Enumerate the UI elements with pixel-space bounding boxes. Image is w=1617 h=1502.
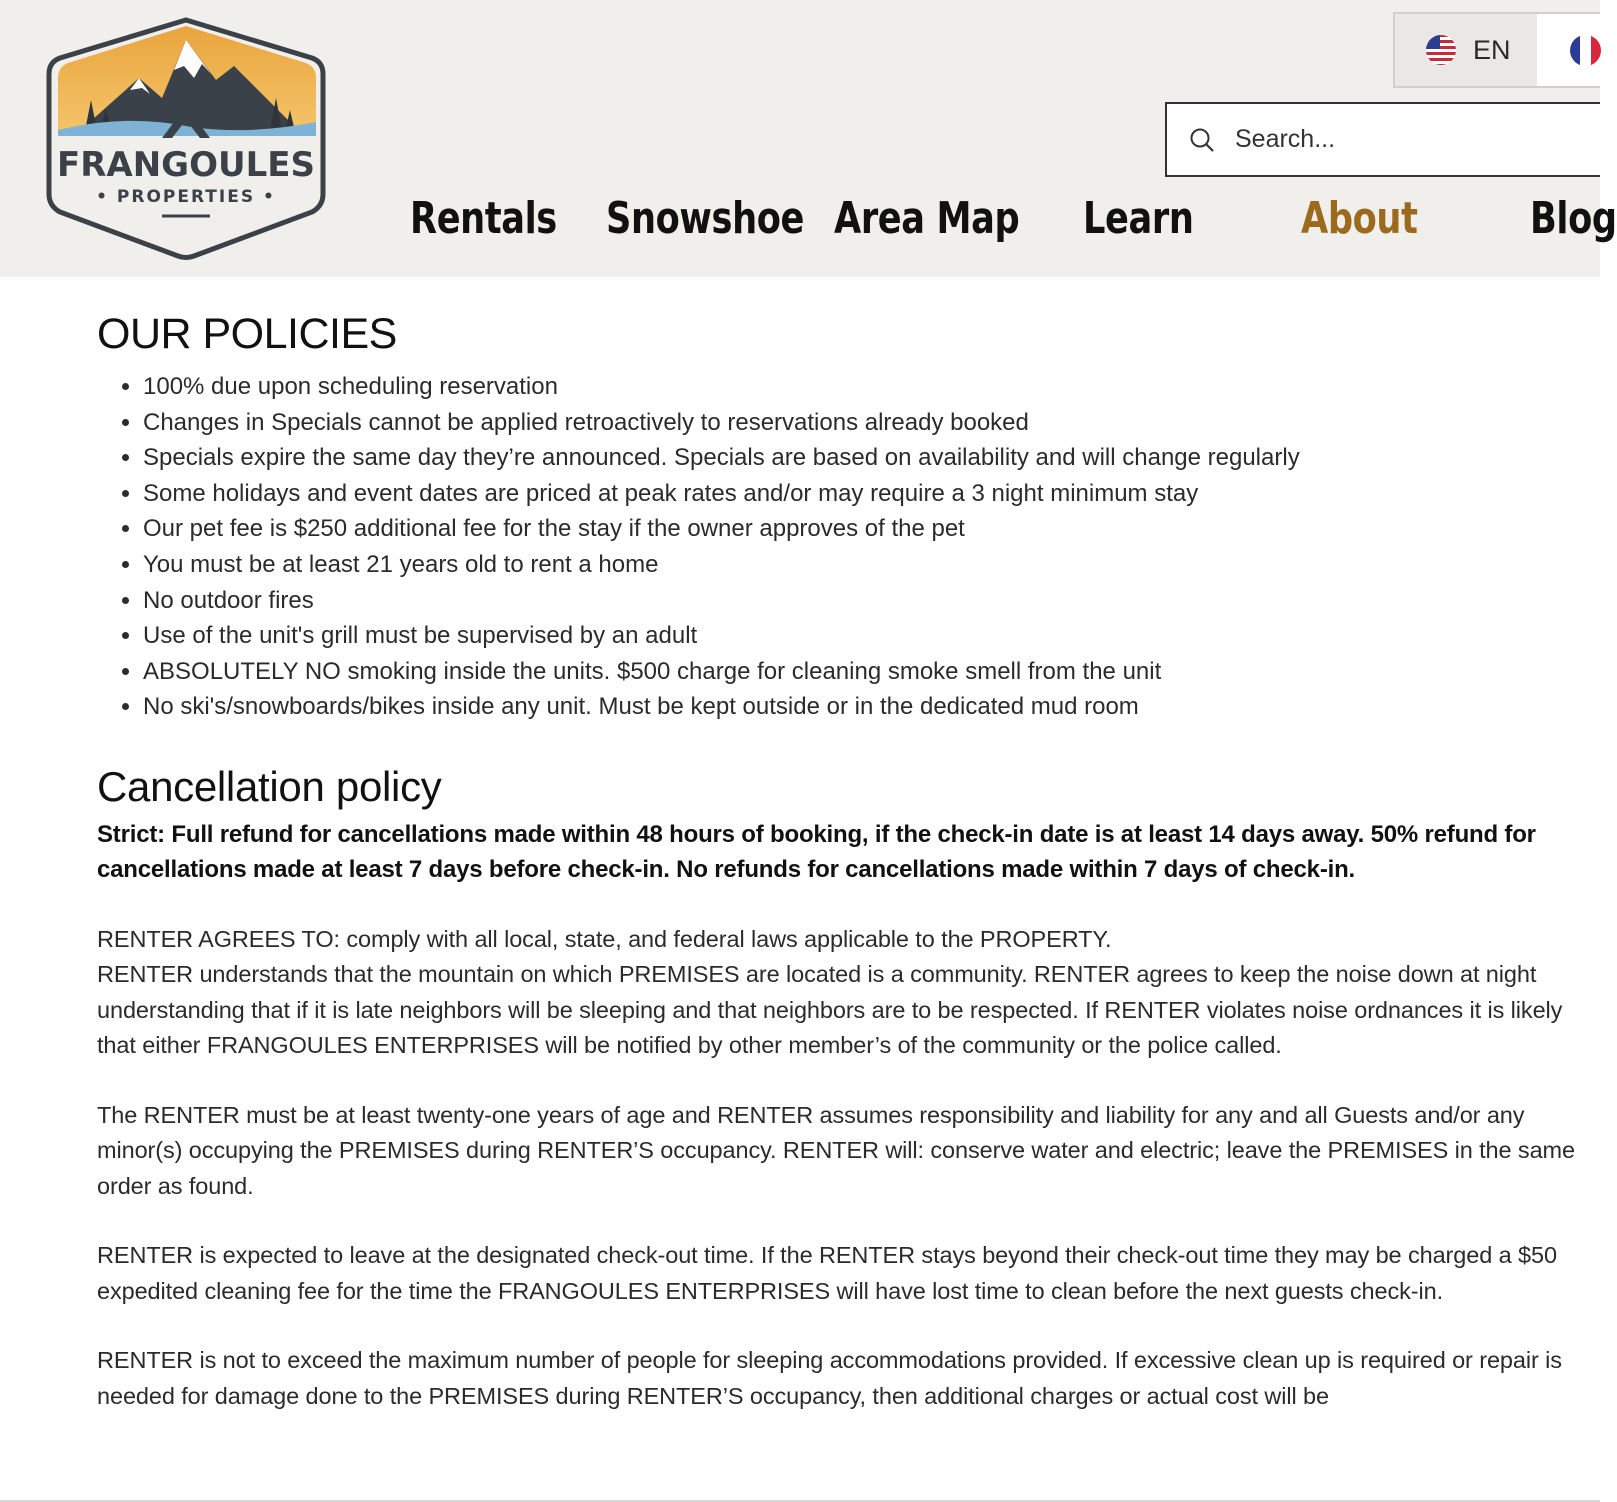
policies-heading: OUR POLICIES [97, 310, 397, 358]
language-selector [1393, 12, 1600, 88]
nav-blog[interactable]: Blog [1530, 193, 1617, 244]
occupancy-policy-text: RENTER is not to exceed the maximum number of people for sleeping accommodations provided. If excessive clean up is required or repair is needed for damage done to the PREMISES during RENTER’S occupancy, then additional charges or actual cost will be [97, 1347, 1562, 1409]
list-item: • Some holidays and event dates are priced at peak rates and/or may require a 3 night minimum stay [143, 476, 1597, 512]
age-liability-text: The RENTER must be at least twenty-one years of age and RENTER assumes responsibility and liability for any and all Guests and/or any minor(s) occupying the PREMISES during RENTER’S occupancy. RENTER will: conserve water and electric; leave the PREMISES in the same order as found. [97, 1101, 1575, 1199]
list-item: • No ski's/snowboards/bikes inside any unit. Must be kept outside or in the dedicated mud room [143, 689, 1597, 725]
nav-rentals[interactable]: Rentals [410, 193, 557, 244]
logo-wordmark: FRANGOULES [57, 145, 315, 185]
nav-area-map[interactable]: Area Map [834, 193, 1020, 244]
noise-policy-text: RENTER understands that the mountain on which PREMISES are located is a community. RENTER agrees to keep the noise down at night understanding that if it is late neighbors will be sleeping and that neighbors are to be respected. If RENTER violates noise ordnances it is likely that either FRANGOULES ENTERPRISES will be notified by other member’s of the community or the police called. [97, 961, 1563, 1059]
policies-list [97, 369, 1597, 725]
nav-snowshoe[interactable]: Snowshoe [606, 193, 804, 244]
language-option-en[interactable] [1395, 14, 1537, 86]
site-header [0, 0, 1617, 277]
list-item: • Our pet fee is $250 additional fee for the stay if the owner approves of the pet [143, 511, 1597, 547]
renter-agrees-text: RENTER AGREES TO: comply with all local, state, and federal laws applicable to the PROPERTY. [97, 925, 1112, 952]
checkout-policy-text: RENTER is expected to leave at the designated check-out time. If the RENTER stays beyond their check-out time they may be charged a $50 expedited cleaning fee for the time the FRANGOULES ENTERPRISES will have lost time to clean before the next guests check-in. [97, 1242, 1557, 1304]
list-item: • 100% due upon scheduling reservation [143, 369, 1597, 405]
main-content [97, 310, 1597, 1414]
search-input[interactable] [1233, 124, 1597, 155]
list-item: • You must be at least 21 years old to rent a home [143, 547, 1597, 583]
nav-learn[interactable]: Learn [1083, 193, 1194, 244]
language-code: EN [1473, 34, 1511, 65]
search-icon[interactable] [1187, 125, 1217, 155]
search-box [1165, 102, 1600, 177]
nav-about[interactable]: About [1301, 193, 1418, 244]
list-item: • Use of the unit's grill must be supervised by an adult [143, 618, 1597, 654]
list-item: • Specials expire the same day they’re announced. Specials are based on availability and will change regularly [143, 440, 1597, 476]
list-item: • Changes in Specials cannot be applied retroactively to reservations already booked [143, 405, 1597, 441]
cancellation-heading: Cancellation policy [97, 762, 442, 810]
list-item: • ABSOLUTELY NO smoking inside the units. $500 charge for cleaning smoke smell from the unit [143, 654, 1597, 690]
france-flag-icon [1569, 34, 1602, 67]
language-option-fr[interactable] [1537, 14, 1602, 86]
strict-policy-text: Strict: Full refund for cancellations made within 48 hours of booking, if the check-in date is at least 14 days away. 50% refund for cancellations made at least 7 days before check-in. No refunds for cancellations made within 7 days of check-in. [97, 820, 1536, 884]
list-item: • No outdoor fires [143, 583, 1597, 619]
logo-subtitle: • PROPERTIES • [96, 187, 276, 207]
frangoules-logo[interactable] [44, 18, 329, 260]
us-flag-icon [1425, 34, 1457, 66]
